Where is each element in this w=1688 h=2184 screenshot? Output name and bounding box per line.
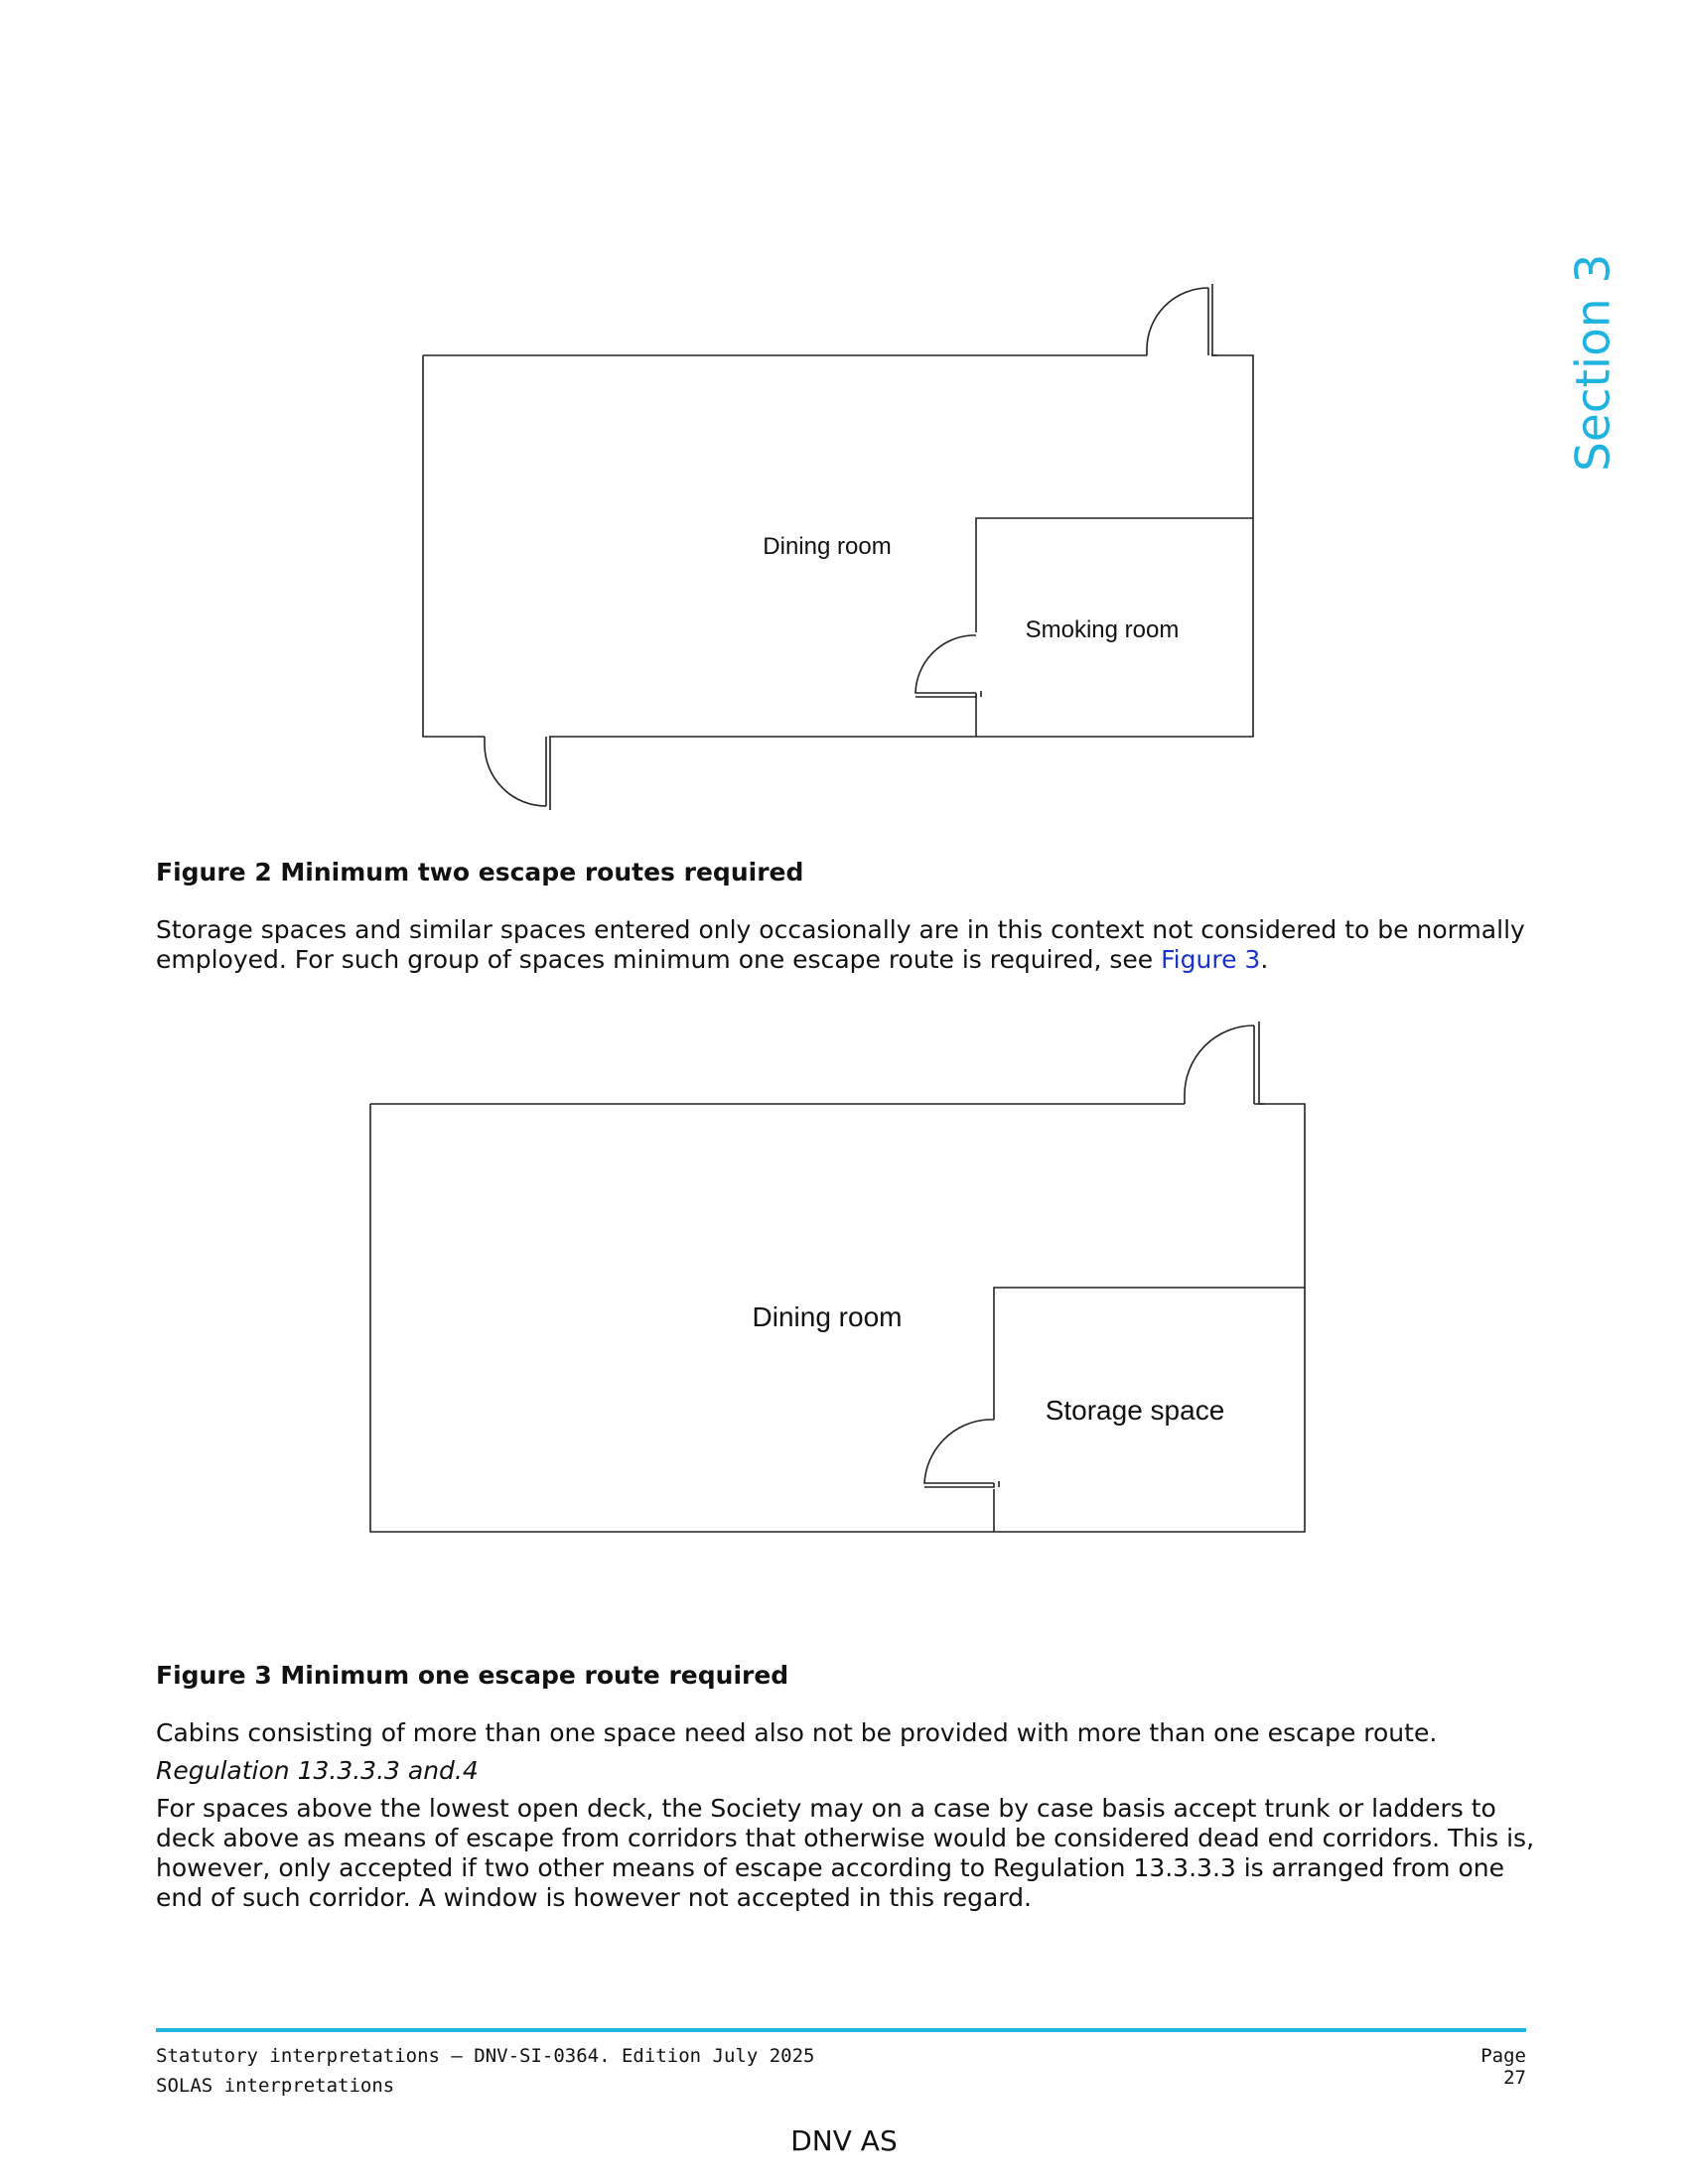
section-tab: Section 3	[1566, 253, 1621, 472]
figure-2-door-top	[1147, 284, 1217, 355]
figure-3-link[interactable]: Figure 3	[1161, 945, 1261, 974]
figure-3-drawing	[0, 993, 1688, 1549]
footer-document-title: Statutory interpretations — DNV-SI-0364. Edition July 2025	[156, 2045, 815, 2067]
figure-3-door-storage	[924, 1420, 999, 1487]
figure-2-label-dining: Dining room	[763, 533, 892, 560]
company-name: DNV AS	[790, 2124, 898, 2157]
paragraph-cabins: Cabins consisting of more than one space need also not be provided with more than one escape route.	[156, 1718, 1438, 1747]
figure-3-label-storage: Storage space	[1045, 1395, 1225, 1426]
paragraph-storage-spaces	[156, 915, 1546, 975]
figure-2-drawing	[0, 0, 1688, 824]
figure-2-label-smoking: Smoking room	[1025, 616, 1180, 643]
figure-2-door-smoking	[915, 635, 981, 697]
figure-3-door-top	[1185, 1022, 1264, 1104]
paragraph-storage-tail: .	[1260, 945, 1269, 974]
paragraph-trunk-ladders: For spaces above the lowest open deck, the Society may on a case by case basis accept trunk or ladders to deck above as means of escape from corridors that otherwise would be considered dead end corridors. This is, however, only accepted if two other means of escape according to Regulation 13.3.3.3 is arranged from one end of such corridor. A window is however not accepted in this regard.	[156, 1794, 1535, 1912]
figure-2-partition	[976, 518, 1253, 632]
footer-rule	[156, 2028, 1526, 2032]
page-number: Page 27	[1480, 2045, 1526, 2089]
figure-2-wall-top-right	[549, 355, 1253, 737]
figure-3-caption: Figure 3 Minimum one escape route required	[156, 1661, 789, 1690]
figure-2-door-bottom	[485, 737, 550, 810]
figure-2-caption: Figure 2 Minimum two escape routes required	[156, 858, 804, 887]
figure-2-wall-left	[423, 355, 485, 737]
regulation-reference: Regulation 13.3.3.3 and.4	[156, 1756, 479, 1785]
footer-subtitle: SOLAS interpretations	[156, 2075, 395, 2097]
paragraph-storage-text: Storage spaces and similar spaces entered only occasionally are in this context not considered to be normally employed. For such group of spaces minimum one escape route is required, see	[156, 915, 1525, 974]
figure-3-label-dining: Dining room	[752, 1301, 903, 1332]
